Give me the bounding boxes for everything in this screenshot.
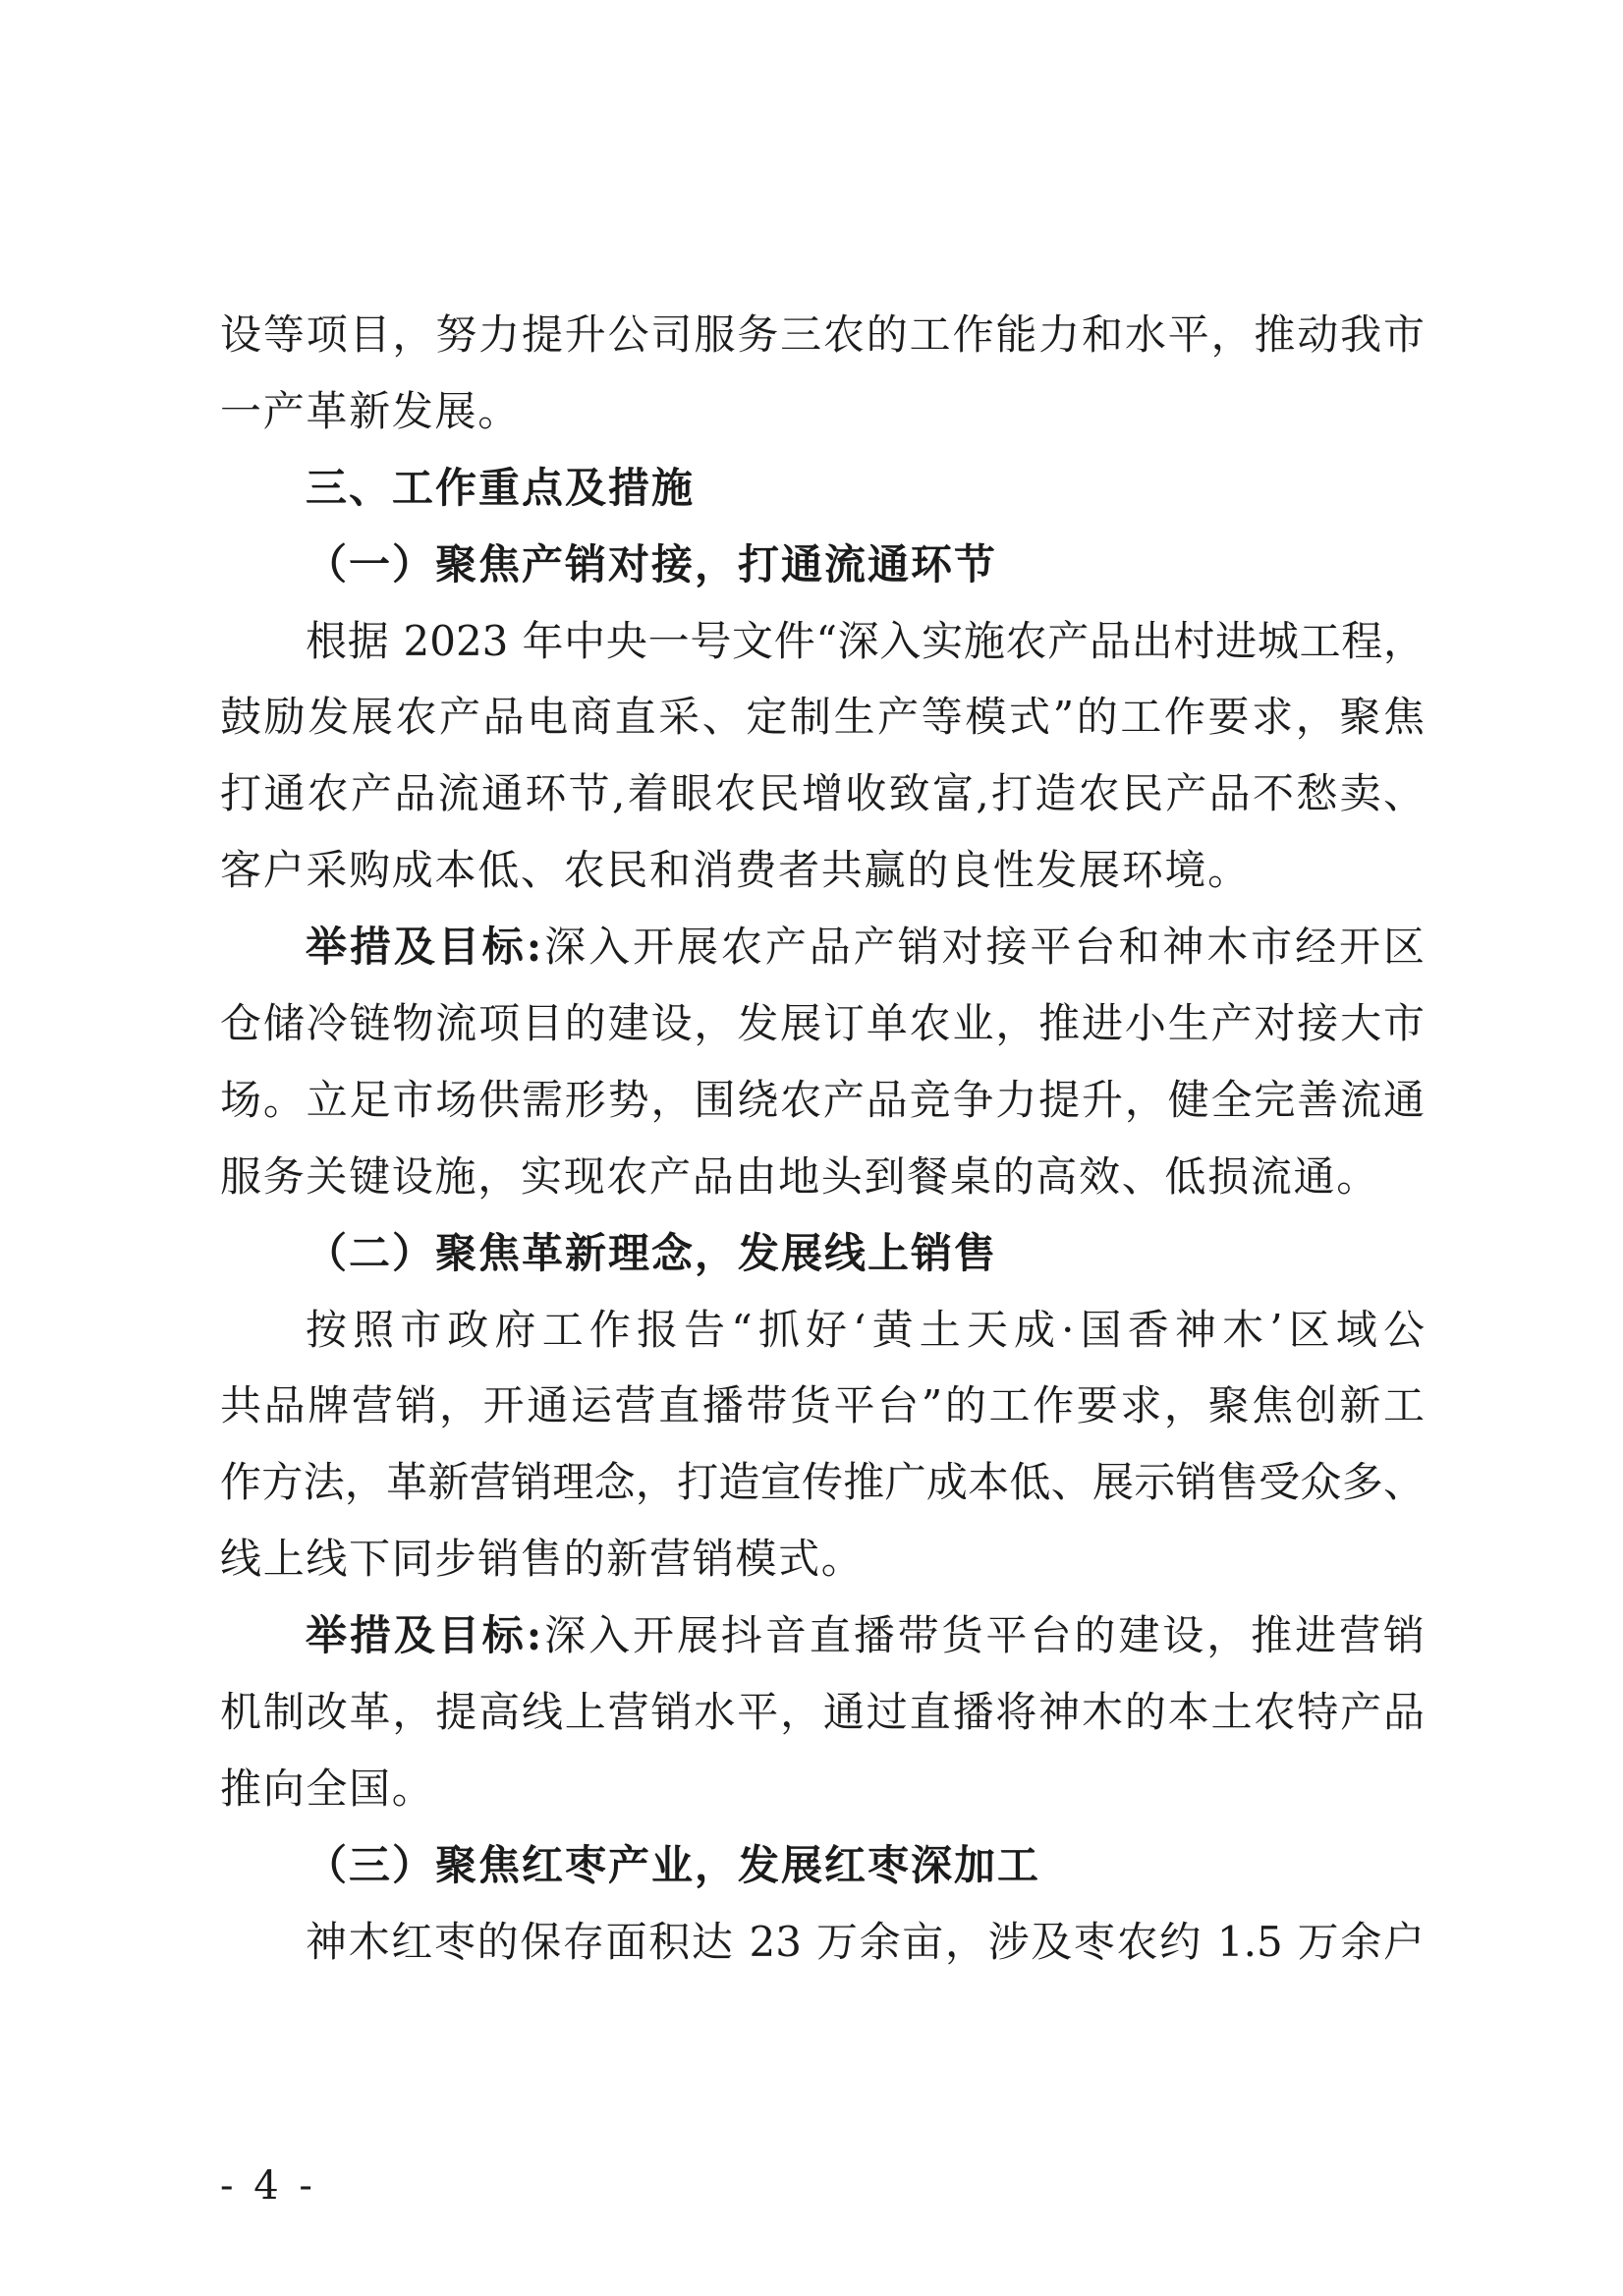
- paragraph-line: 客户采购成本低、农民和消费者共赢的良性发展环境。: [220, 846, 1251, 895]
- measures-text: 深入开展抖音直播带货平台的建设，推进营销: [541, 1611, 1425, 1660]
- measures-label: 举措及目标:: [306, 923, 542, 972]
- paragraph-line: 按照市政府工作报告“抓好‘黄土天成·国香神木’区域公: [306, 1305, 1425, 1354]
- continuation-line: 设等项目，努力提升公司服务三农的工作能力和水平，推动我市: [220, 310, 1425, 359]
- paragraph-line: 神木红枣的保存面积达 23 万余亩，涉及枣农约 1.5 万余户: [306, 1917, 1425, 1966]
- paragraph-line: 鼓励发展农产品电商直采、定制生产等模式”的工作要求，聚焦: [220, 693, 1425, 742]
- paragraph-line: 打通农产品流通环节,着眼农民增收致富,打造农民产品不愁卖、: [220, 769, 1425, 818]
- subsection-heading: （二）聚焦革新理念，发展线上销售: [306, 1228, 998, 1277]
- section-heading: 三、工作重点及措施: [306, 463, 696, 512]
- measures-line: 机制改革，提高线上营销水平，通过直播将神木的本土农特产品: [220, 1688, 1425, 1737]
- measures-line: [220, 909, 1425, 985]
- measures-line: 推向全国。: [220, 1764, 435, 1813]
- measures-label: 举措及目标:: [306, 1611, 542, 1660]
- paragraph-line: 共品牌营销，开通运营直播带货平台”的工作要求，聚焦创新工: [220, 1381, 1425, 1430]
- measures-line: [220, 1597, 1425, 1674]
- document-body: [220, 297, 1425, 1981]
- measures-line: 仓储冷链物流项目的建设，发展订单农业，推进小生产对接大市: [220, 999, 1425, 1048]
- measures-line: 服务关键设施，实现农产品由地头到餐桌的高效、低损流通。: [220, 1151, 1379, 1201]
- paragraph-line: 根据 2023 年中央一号文件“深入实施农产品出村进城工程，: [306, 616, 1425, 665]
- measures-line: 场。立足市场供需形势，围绕农产品竞争力提升，健全完善流通: [220, 1075, 1425, 1124]
- page-number: - 4 -: [220, 2163, 316, 2209]
- paragraph-line: 作方法，革新营销理念，打造宣传推广成本低、展示销售受众多、: [220, 1458, 1425, 1507]
- subsection-heading: （三）聚焦红枣产业，发展红枣深加工: [306, 1840, 1041, 1889]
- continuation-line: 一产革新发展。: [220, 386, 521, 435]
- measures-text: 深入开展农产品产销对接平台和神木市经开区: [541, 923, 1425, 972]
- paragraph-line: 线上线下同步销售的新营销模式。: [220, 1535, 865, 1584]
- subsection-heading: （一）聚焦产销对接，打通流通环节: [306, 539, 998, 588]
